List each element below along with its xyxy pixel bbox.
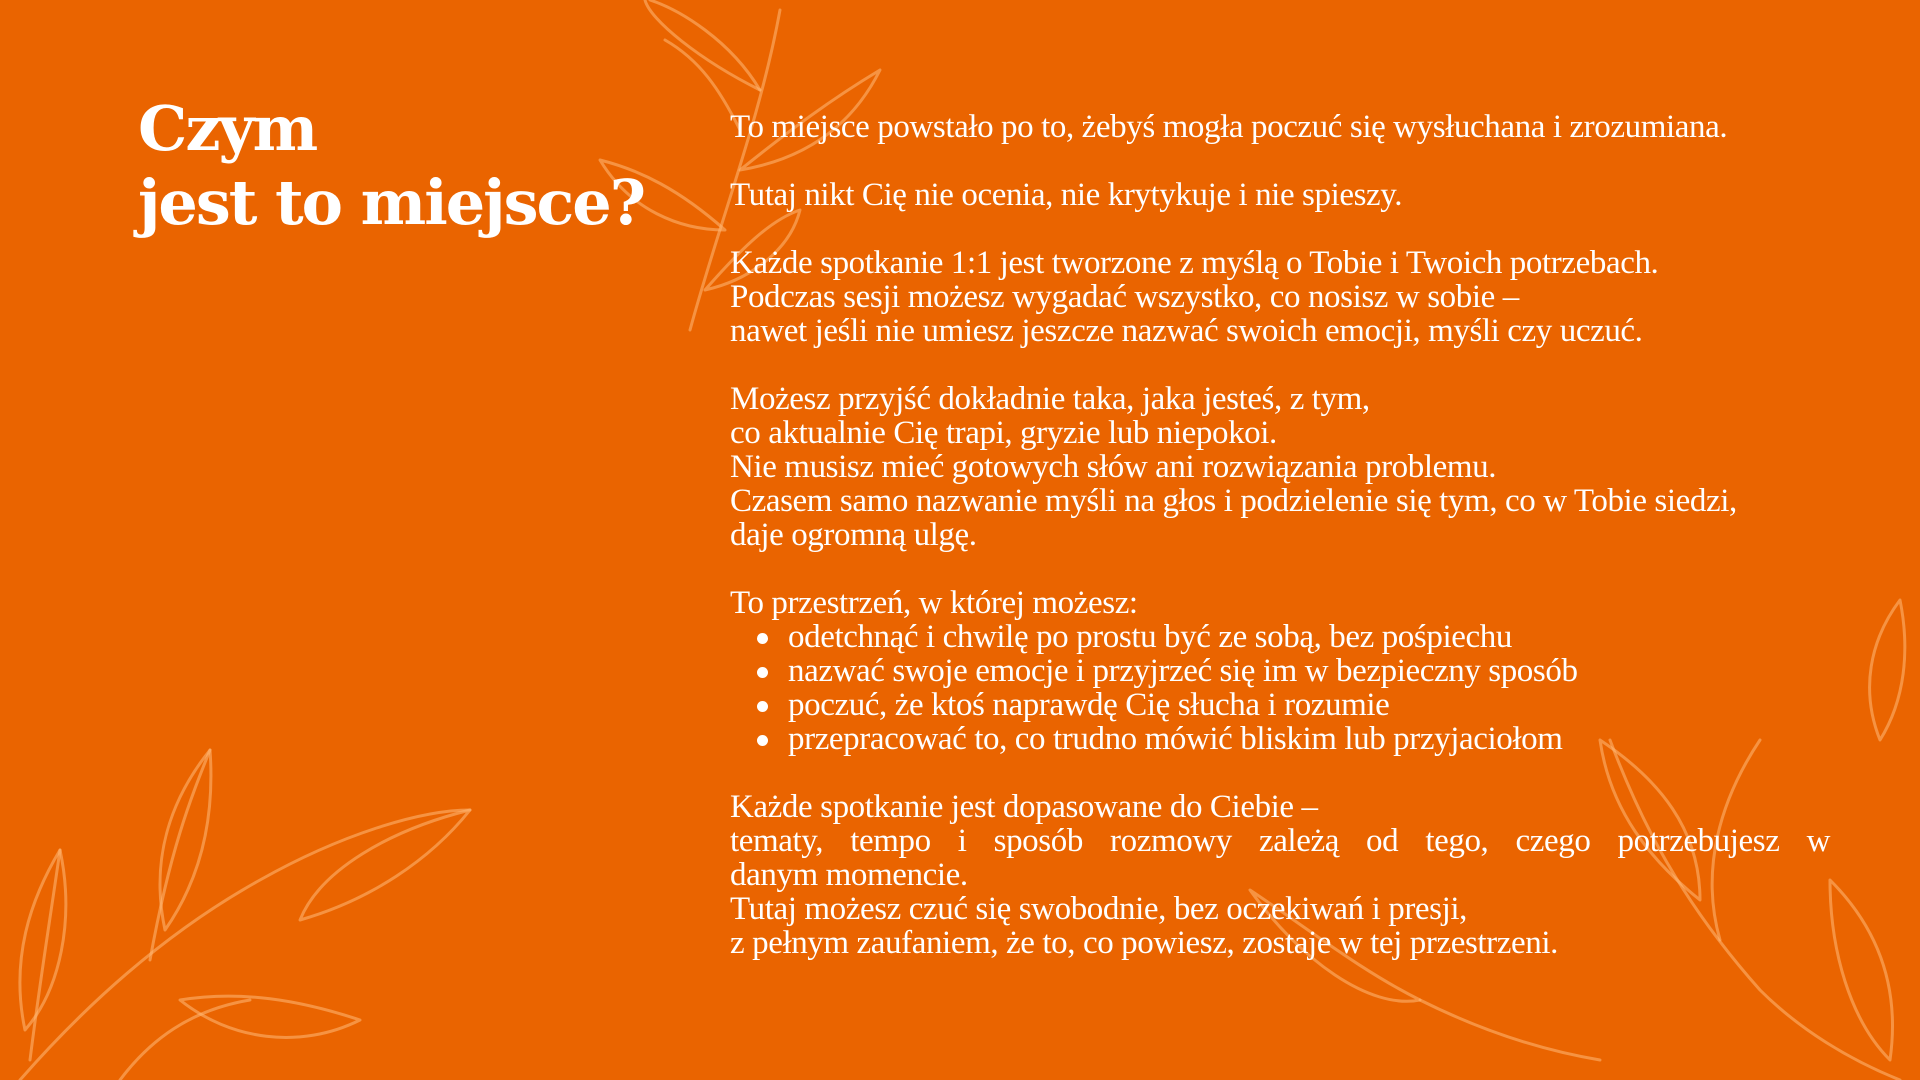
list-item: poczuć, że ktoś naprawdę Cię słucha i rozumie (730, 688, 1830, 722)
text-line: Nie musisz mieć gotowych słów ani rozwiązania problemu. (730, 449, 1497, 485)
text-line: z pełnym zaufaniem, że to, co powiesz, zostaje w tej przestrzeni. (730, 925, 1558, 961)
title-line-2: jest to miejsce? (138, 166, 645, 239)
text-line: nawet jeśli nie umiesz jeszcze nazwać swoich emocji, myśli czy uczuć. (730, 313, 1643, 349)
page-title (138, 92, 644, 240)
list-item: przepracować to, co trudno mówić bliskim lub przyjaciołom (730, 722, 1830, 756)
leaf-branch-bottom-left-icon (20, 750, 470, 1080)
paragraph-sessions (730, 246, 1830, 348)
description-text (730, 110, 1830, 994)
list-item: odetchnąć i chwilę po prostu być ze sobą, bez pośpiechu (730, 620, 1830, 654)
text-line: Każde spotkanie jest dopasowane do Ciebie – (730, 789, 1318, 825)
list-intro: To przestrzeń, w której możesz: (730, 585, 1138, 621)
benefits-list (730, 620, 1830, 756)
text-line: Podczas sesji możesz wygadać wszystko, co nosisz w sobie – (730, 279, 1519, 315)
text-line: Możesz przyjść dokładnie taka, jaka jesteś, z tym, (730, 381, 1370, 417)
paragraph-purpose: To miejsce powstało po to, żebyś mogła poczuć się wysłuchana i zrozumiana. (730, 109, 1728, 145)
title-line-1: Czym (138, 92, 317, 165)
text-line: tematy, tempo i sposób rozmowy zależą od tego, czego potrzebujesz w (730, 823, 1830, 859)
text-line: danym momencie. (730, 857, 968, 893)
paragraph-come-as-you-are (730, 382, 1830, 552)
text-line: Czasem samo nazwanie myśli na głos i podzielenie się tym, co w Tobie siedzi, (730, 483, 1737, 519)
text-line: daje ogromną ulgę. (730, 517, 977, 553)
paragraph-no-judgment: Tutaj nikt Cię nie ocenia, nie krytykuje i nie spieszy. (730, 177, 1403, 213)
list-item: nazwać swoje emocje i przyjrzeć się im w bezpieczny sposób (730, 654, 1830, 688)
leaf-right-edge-icon (1870, 600, 1905, 740)
text-line: Każde spotkanie 1:1 jest tworzone z myślą o Tobie i Twoich potrzebach. (730, 245, 1659, 281)
paragraph-tailored (730, 790, 1830, 960)
text-line: co aktualnie Cię trapi, gryzie lub niepokoi. (730, 415, 1277, 451)
text-line: Tutaj możesz czuć się swobodnie, bez oczekiwań i presji, (730, 891, 1467, 927)
